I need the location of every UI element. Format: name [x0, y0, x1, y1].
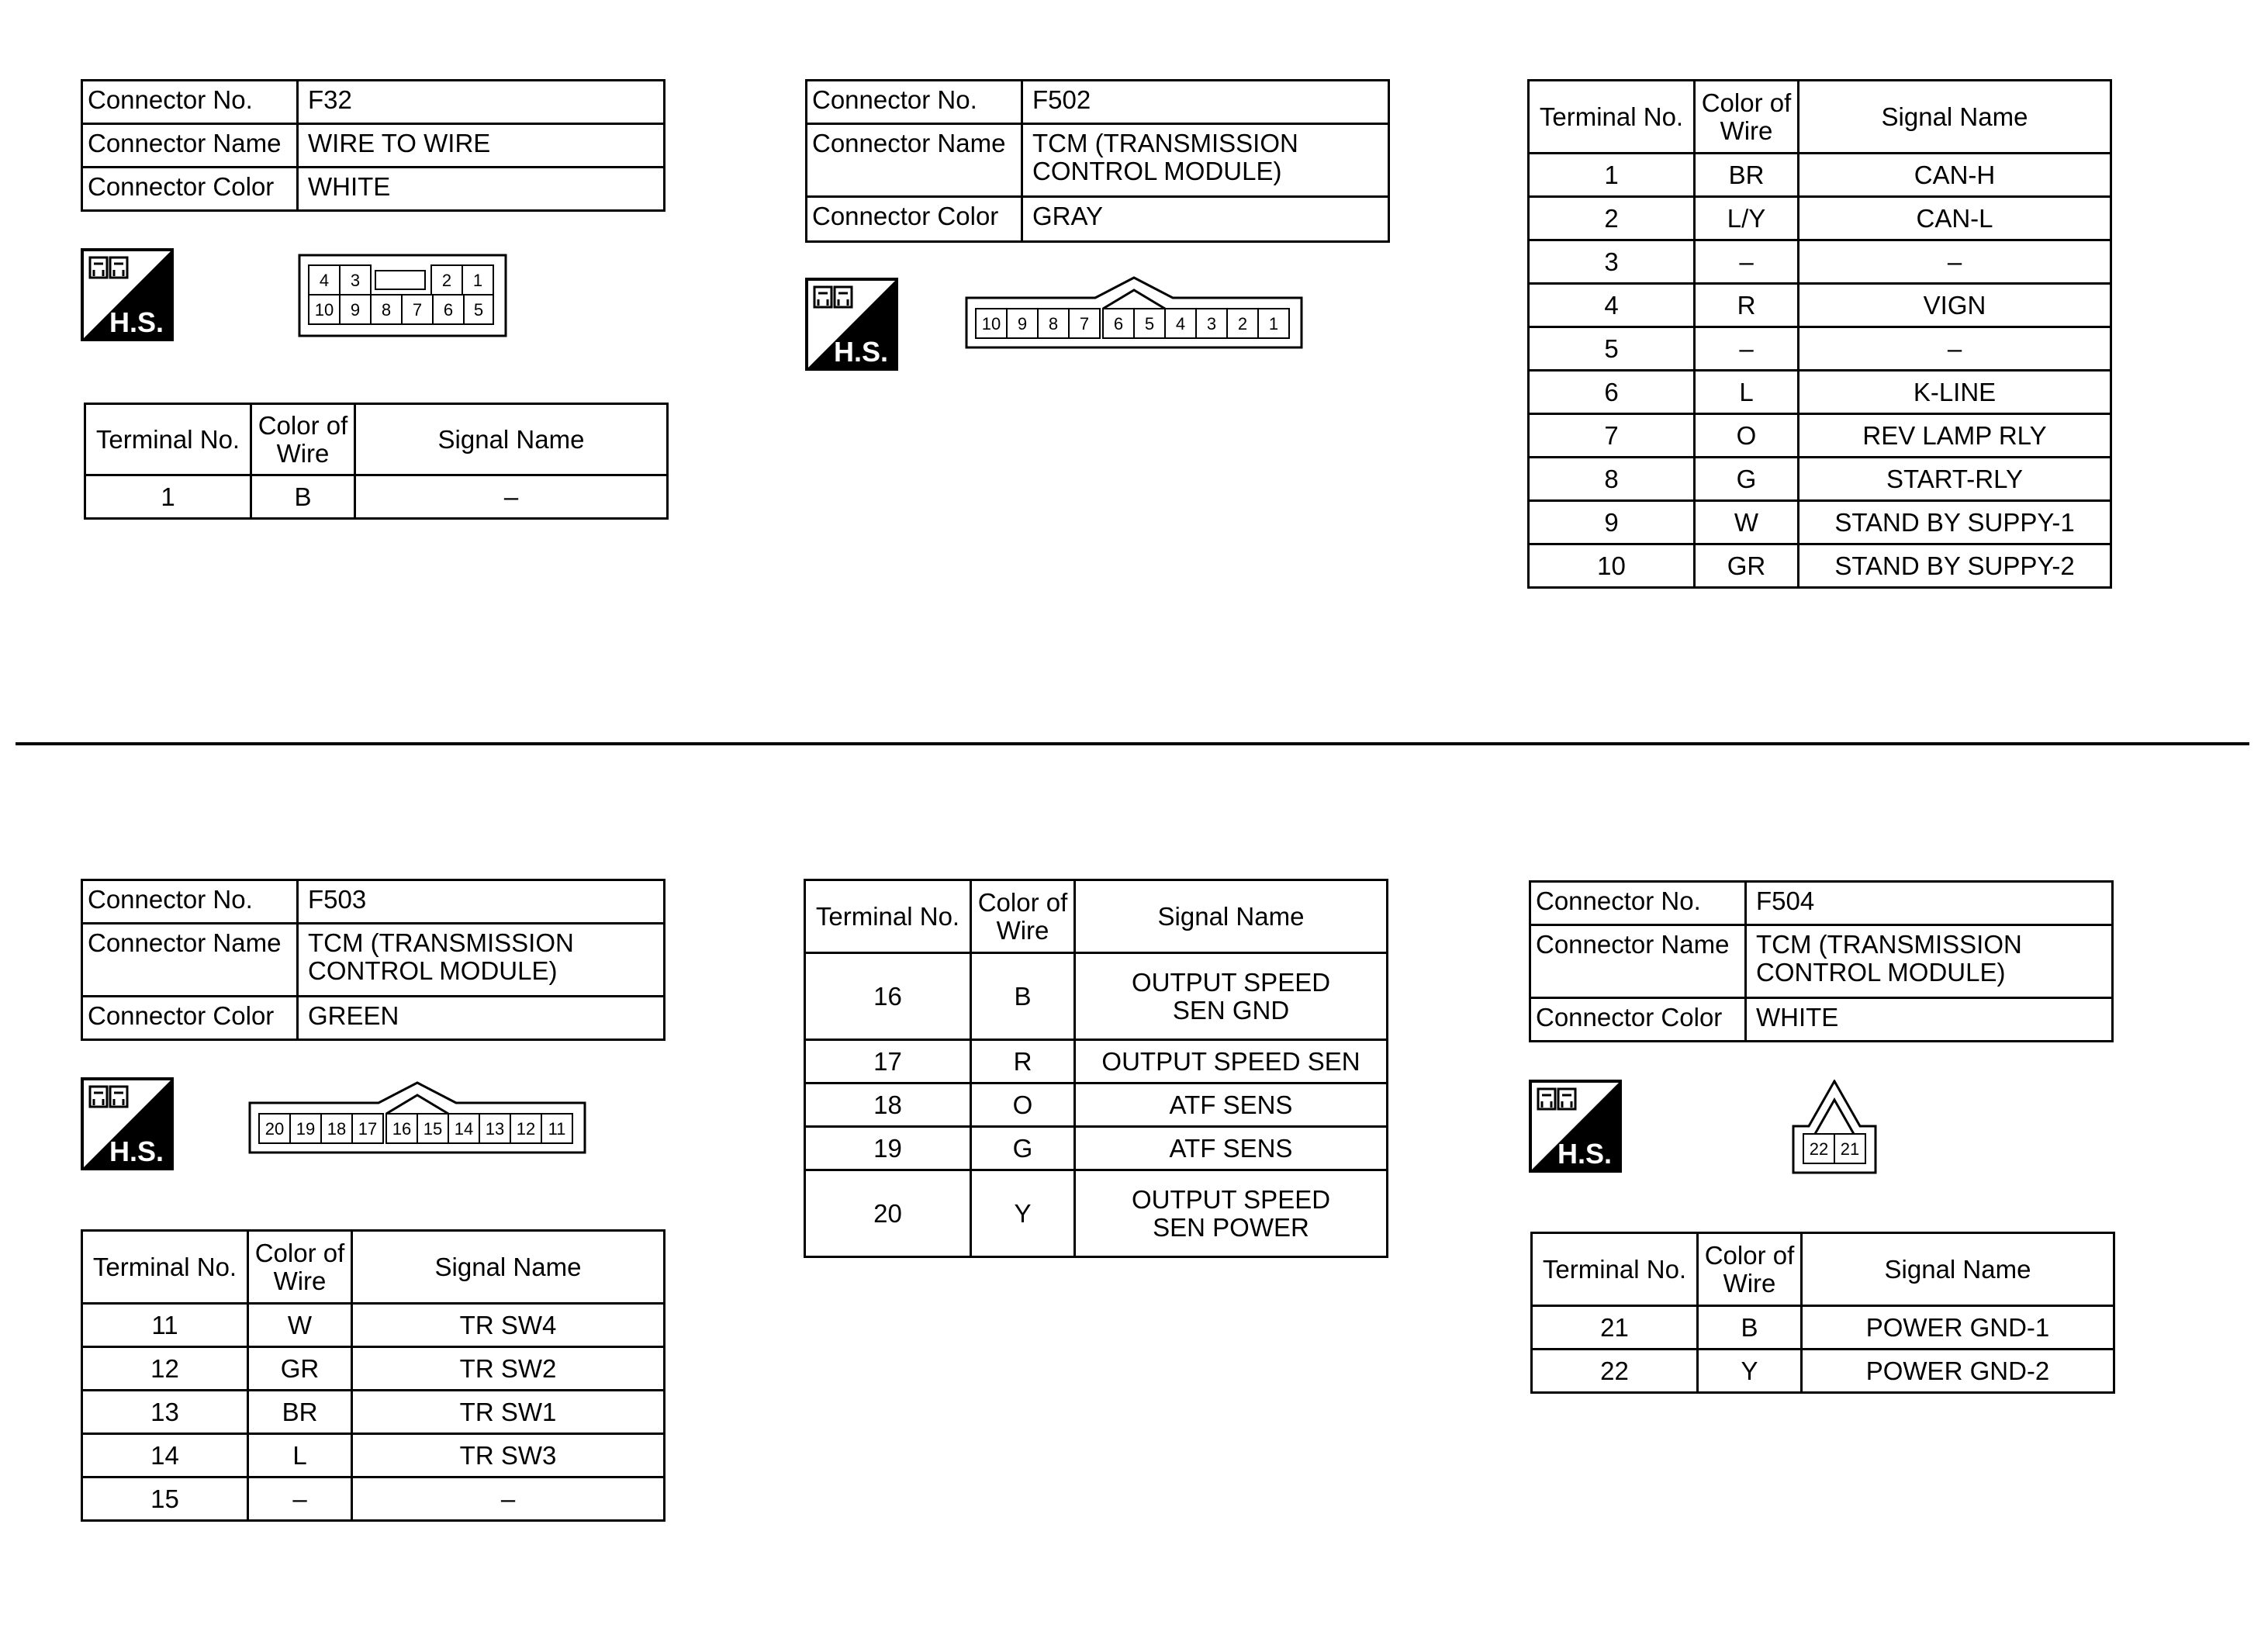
info-label: Connector Name — [82, 924, 298, 997]
hs-label: H.S. — [109, 306, 164, 338]
signal-name: POWER GND-2 — [1802, 1350, 2114, 1393]
table-row — [1529, 327, 2111, 371]
terminal-no: 4 — [1529, 284, 1695, 327]
table-row — [1532, 1306, 2114, 1350]
table-row — [85, 475, 668, 519]
signal-name: VIGN — [1799, 284, 2111, 327]
wire-color: GR — [1695, 544, 1799, 588]
terminal-no: 11 — [82, 1304, 248, 1347]
signal-name: K-LINE — [1799, 371, 2111, 414]
table-row — [82, 1477, 665, 1521]
harness-side-icon — [81, 248, 174, 341]
header-color-of-wire: Color of Wire — [1695, 81, 1799, 154]
hs-label: H.S. — [833, 336, 889, 368]
info-label: Connector No. — [82, 81, 298, 124]
f502-connector-face-diagram — [965, 276, 1303, 351]
connector-name-value: TCM (TRANSMISSION CONTROL MODULE) — [1746, 925, 2113, 998]
f503-terminal-table-a — [81, 1229, 666, 1522]
connector-color-value: GREEN — [298, 997, 665, 1040]
signal-name: OUTPUT SPEED SEN POWER — [1075, 1170, 1388, 1257]
terminal-no: 22 — [1532, 1350, 1698, 1393]
wire-color: L — [248, 1434, 352, 1477]
signal-name: OUTPUT SPEED SEN GND — [1075, 953, 1388, 1040]
pin-label: 15 — [423, 1119, 443, 1139]
pin-label: 3 — [350, 271, 361, 290]
wire-color: Y — [1698, 1350, 1802, 1393]
terminal-no: 10 — [1529, 544, 1695, 588]
pin-label: 8 — [381, 300, 392, 320]
table-row — [1529, 154, 2111, 197]
harness-side-icon — [805, 278, 898, 371]
pin-label: 9 — [1017, 314, 1028, 334]
pin-label: 7 — [412, 300, 423, 320]
wire-color: O — [1695, 414, 1799, 458]
terminal-no: 5 — [1529, 327, 1695, 371]
signal-name: OUTPUT SPEED SEN — [1075, 1040, 1388, 1083]
table-row — [805, 953, 1388, 1040]
pin-label: 20 — [264, 1119, 285, 1139]
terminal-no: 13 — [82, 1391, 248, 1434]
wire-color: G — [1695, 458, 1799, 501]
signal-name: CAN-H — [1799, 154, 2111, 197]
terminal-no: 18 — [805, 1083, 971, 1127]
pin-label: 4 — [1175, 314, 1186, 334]
pin-label: 22 — [1809, 1139, 1829, 1159]
terminal-no: 17 — [805, 1040, 971, 1083]
table-row — [82, 1434, 665, 1477]
terminal-no: 16 — [805, 953, 971, 1040]
wire-color: R — [1695, 284, 1799, 327]
info-label: Connector No. — [807, 81, 1022, 124]
header-signal-name: Signal Name — [1799, 81, 2111, 154]
terminal-no: 2 — [1529, 197, 1695, 240]
wire-color: G — [971, 1127, 1075, 1170]
header-color-of-wire: Color of Wire — [971, 880, 1075, 953]
pin-label: 21 — [1840, 1139, 1860, 1159]
f504-connector-face-diagram — [1792, 1080, 1877, 1174]
info-label: Connector Color — [807, 197, 1022, 242]
pin-label: 4 — [319, 271, 330, 290]
pin-label: 7 — [1079, 314, 1090, 334]
header-color-of-wire: Color of Wire — [251, 404, 355, 475]
f32-terminal-table — [84, 403, 669, 520]
terminal-no: 7 — [1529, 414, 1695, 458]
wire-color: GR — [248, 1347, 352, 1391]
table-row — [805, 1083, 1388, 1127]
table-row — [1529, 371, 2111, 414]
info-label: Connector Color — [82, 168, 298, 211]
section-divider — [16, 742, 2249, 745]
wire-color: L/Y — [1695, 197, 1799, 240]
header-terminal-no: Terminal No. — [85, 404, 251, 475]
f503-terminal-table-b — [804, 879, 1388, 1258]
signal-name: TR SW4 — [352, 1304, 665, 1347]
pin-label: 1 — [1268, 314, 1279, 334]
wire-color: BR — [248, 1391, 352, 1434]
pin-label: 2 — [441, 271, 452, 290]
f502-terminal-table — [1527, 79, 2112, 589]
hs-label: H.S. — [1557, 1138, 1613, 1170]
wire-color: O — [971, 1083, 1075, 1127]
f503-connector-info-table — [81, 879, 666, 1041]
table-row — [1529, 240, 2111, 284]
wire-color: B — [971, 953, 1075, 1040]
terminal-no: 6 — [1529, 371, 1695, 414]
signal-name: CAN-L — [1799, 197, 2111, 240]
terminal-no: 14 — [82, 1434, 248, 1477]
header-signal-name: Signal Name — [352, 1231, 665, 1304]
pin-label: 10 — [314, 300, 334, 320]
table-row — [82, 1391, 665, 1434]
connector-color-value: GRAY — [1022, 197, 1389, 242]
info-label: Connector Name — [82, 124, 298, 168]
header-terminal-no: Terminal No. — [1532, 1233, 1698, 1306]
table-row — [805, 1040, 1388, 1083]
wire-color: B — [1698, 1306, 1802, 1350]
f503-connector-face-diagram — [248, 1081, 586, 1156]
terminal-no: 9 — [1529, 501, 1695, 544]
header-signal-name: Signal Name — [355, 404, 668, 475]
info-label: Connector Name — [1530, 925, 1746, 998]
pin-label: 3 — [1206, 314, 1217, 334]
pin-label: 17 — [358, 1119, 378, 1139]
pin-label: 12 — [516, 1119, 536, 1139]
pin-label: 2 — [1237, 314, 1248, 334]
table-row — [1529, 544, 2111, 588]
terminal-no: 20 — [805, 1170, 971, 1257]
f32-connector-info-table — [81, 79, 666, 212]
table-row — [805, 1127, 1388, 1170]
terminal-no: 8 — [1529, 458, 1695, 501]
pin-label: 11 — [548, 1119, 566, 1139]
terminal-no: 19 — [805, 1127, 971, 1170]
signal-name: ATF SENS — [1075, 1083, 1388, 1127]
pin-label: 1 — [472, 271, 483, 290]
pin-label: 14 — [454, 1119, 474, 1139]
f504-terminal-table — [1530, 1232, 2115, 1394]
table-row — [1529, 197, 2111, 240]
signal-name: POWER GND-1 — [1802, 1306, 2114, 1350]
table-row — [1532, 1350, 2114, 1393]
pin-label: 5 — [1144, 314, 1155, 334]
connector-no-value: F502 — [1022, 81, 1389, 124]
terminal-no: 3 — [1529, 240, 1695, 284]
pin-label: 19 — [296, 1119, 316, 1139]
wire-color: B — [251, 475, 355, 519]
wire-color: – — [1695, 327, 1799, 371]
f32-connector-face-diagram — [298, 254, 507, 337]
info-label: Connector Color — [82, 997, 298, 1040]
table-row — [1529, 284, 2111, 327]
terminal-no: 12 — [82, 1347, 248, 1391]
header-color-of-wire: Color of Wire — [1698, 1233, 1802, 1306]
signal-name: REV LAMP RLY — [1799, 414, 2111, 458]
table-row — [805, 1170, 1388, 1257]
wire-color: – — [1695, 240, 1799, 284]
terminal-no: 1 — [85, 475, 251, 519]
wire-color: Y — [971, 1170, 1075, 1257]
terminal-no: 1 — [1529, 154, 1695, 197]
connector-no-value: F504 — [1746, 882, 2113, 925]
info-label: Connector No. — [82, 880, 298, 924]
signal-name: TR SW3 — [352, 1434, 665, 1477]
wire-color: L — [1695, 371, 1799, 414]
table-row — [1529, 414, 2111, 458]
connector-name-value: WIRE TO WIRE — [298, 124, 665, 168]
connector-name-value: TCM (TRANSMISSION CONTROL MODULE) — [1022, 124, 1389, 197]
wire-color: – — [248, 1477, 352, 1521]
wire-color: W — [248, 1304, 352, 1347]
signal-name: TR SW2 — [352, 1347, 665, 1391]
pin-label: 9 — [350, 300, 361, 320]
signal-name: – — [1799, 240, 2111, 284]
signal-name: STAND BY SUPPY-2 — [1799, 544, 2111, 588]
signal-name: – — [355, 475, 668, 519]
wire-color: W — [1695, 501, 1799, 544]
connector-no-value: F32 — [298, 81, 665, 124]
header-signal-name: Signal Name — [1075, 880, 1388, 953]
signal-name: STAND BY SUPPY-1 — [1799, 501, 2111, 544]
pin-label: 16 — [392, 1119, 412, 1139]
info-label: Connector Name — [807, 124, 1022, 197]
signal-name: ATF SENS — [1075, 1127, 1388, 1170]
pin-label: 6 — [443, 300, 454, 320]
terminal-no: 15 — [82, 1477, 248, 1521]
info-label: Connector No. — [1530, 882, 1746, 925]
pin-label: 6 — [1113, 314, 1124, 334]
header-terminal-no: Terminal No. — [805, 880, 971, 953]
pin-label: 13 — [485, 1119, 505, 1139]
table-row — [1529, 458, 2111, 501]
table-row — [82, 1347, 665, 1391]
signal-name: TR SW1 — [352, 1391, 665, 1434]
header-terminal-no: Terminal No. — [82, 1231, 248, 1304]
f504-connector-info-table — [1529, 880, 2114, 1042]
hs-label: H.S. — [109, 1135, 164, 1167]
signal-name: – — [1799, 327, 2111, 371]
connector-color-value: WHITE — [1746, 998, 2113, 1042]
harness-side-icon — [1529, 1080, 1622, 1173]
connector-name-value: TCM (TRANSMISSION CONTROL MODULE) — [298, 924, 665, 997]
header-terminal-no: Terminal No. — [1529, 81, 1695, 154]
harness-side-icon — [81, 1077, 174, 1170]
connector-color-value: WHITE — [298, 168, 665, 211]
header-color-of-wire: Color of Wire — [248, 1231, 352, 1304]
pin-label: 5 — [473, 300, 484, 320]
info-label: Connector Color — [1530, 998, 1746, 1042]
table-row — [1529, 501, 2111, 544]
signal-name: START-RLY — [1799, 458, 2111, 501]
table-row — [82, 1304, 665, 1347]
connector-no-value: F503 — [298, 880, 665, 924]
wire-color: R — [971, 1040, 1075, 1083]
pin-label: 18 — [327, 1119, 347, 1139]
signal-name: – — [352, 1477, 665, 1521]
header-signal-name: Signal Name — [1802, 1233, 2114, 1306]
wire-color: BR — [1695, 154, 1799, 197]
pin-label: 8 — [1048, 314, 1059, 334]
terminal-no: 21 — [1532, 1306, 1698, 1350]
pin-label: 10 — [981, 314, 1001, 334]
f502-connector-info-table — [805, 79, 1390, 243]
